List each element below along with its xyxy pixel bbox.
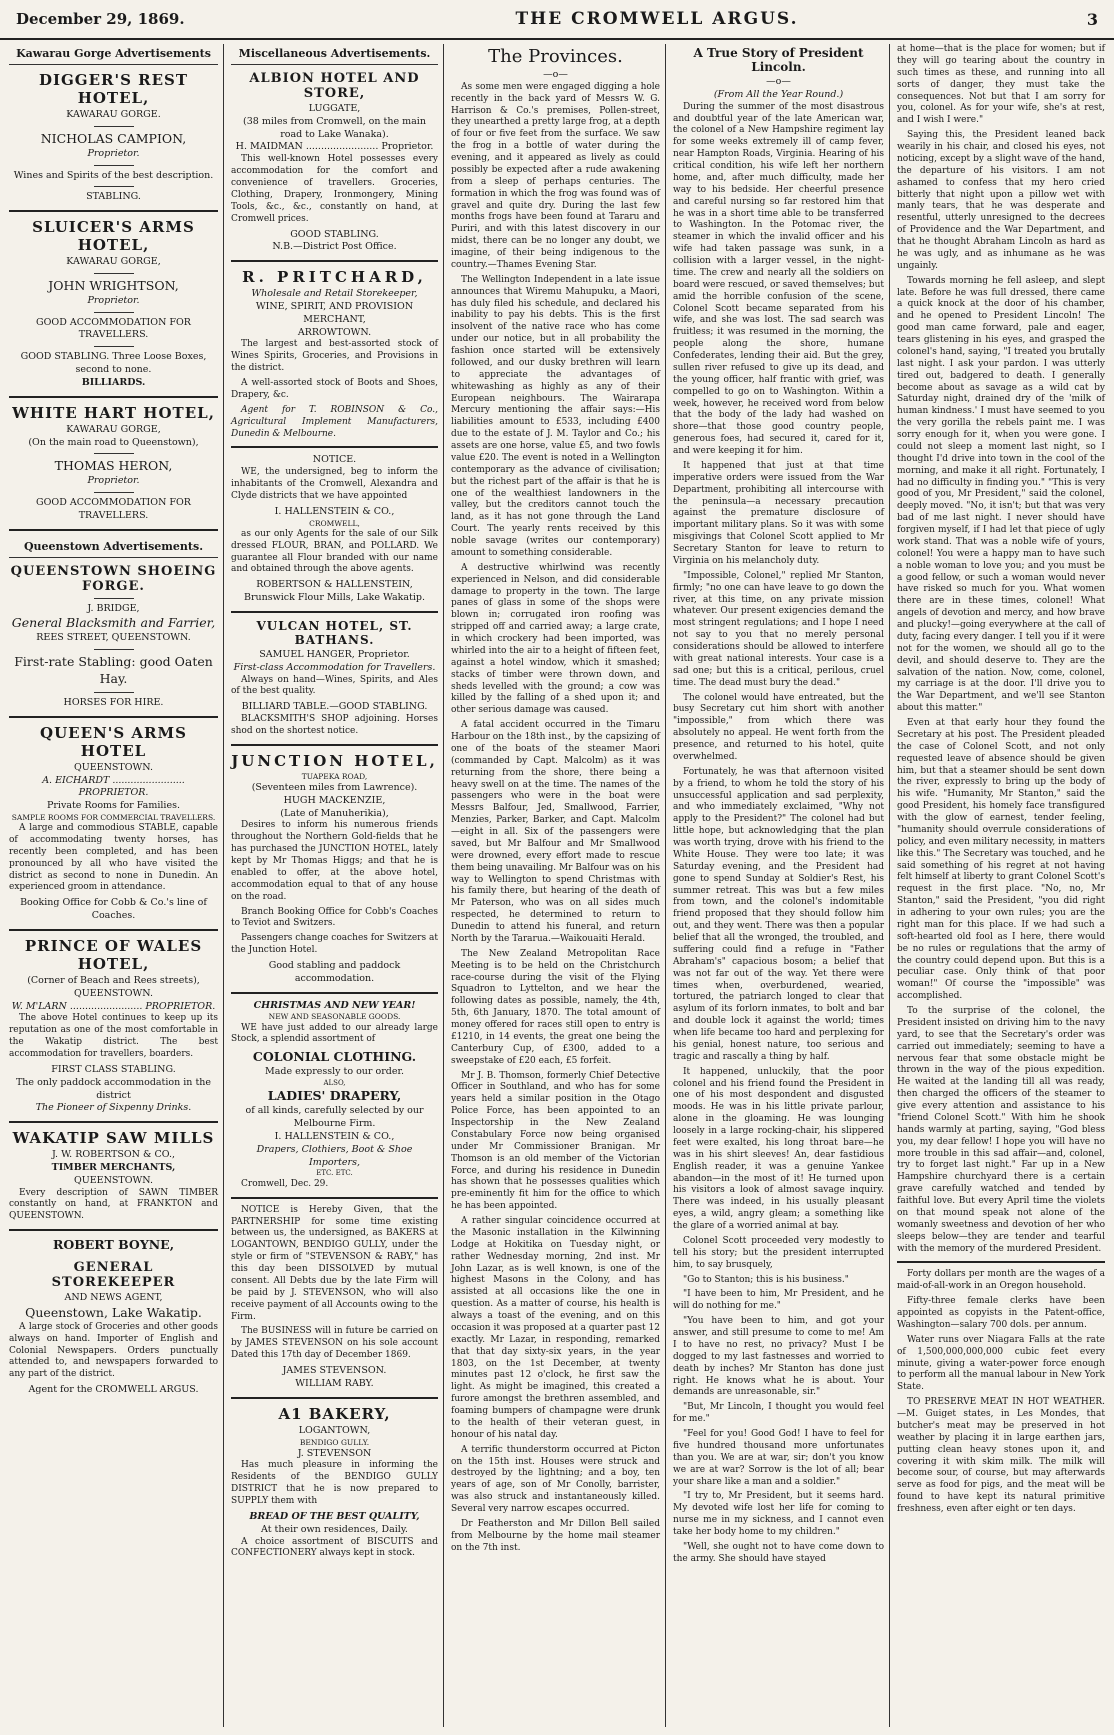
advert-title: QUEEN'S ARMS HOTEL bbox=[40, 723, 187, 760]
article-paragraph: Dr Featherston and Mr Dillon Bell sailed from Melbourne by the home mail steamer on the 7th inst. bbox=[451, 1518, 660, 1553]
advert-albion-hotel bbox=[231, 71, 438, 254]
article-paragraph: A fatal accident occurred in the Timaru Harbour on the 18th inst., by the capsizing of one of the boats of the steamer Maori (commanded by Capt. Malcolm) as it was returning from the shore, there being a heavy swell on at the time. The names of the passengers who were in the boat were Messrs Balfour, Jed, Smallwood, Farrier, Menzies, Parker, Barker, and Capt. Malcolm—eight in all. Six of the passengers were saved, but Mr Balfour and Mr Smallwood were drowned, every effort made to rescue them being unavailing. Mr Balfour was on his way to Wellington to spend Christmas with his family there, but hearing of the death of Mr Paterson, who was on all sides much respected, he determined to return to Dunedin to attend his funeral, and return North by the Tararua.—Waikouaiti Herald. bbox=[451, 720, 660, 944]
advert-body: Has much pleasure in informing the Residents of the BENDIGO GULLY DISTRICT that he is now prepared to SUPPLY them with bbox=[231, 1460, 438, 1507]
advert-place: KAWARAU GORGE, bbox=[66, 423, 161, 435]
section-heading: Queenstown Advertisements. bbox=[9, 537, 218, 558]
advert-owner: W. M'LARN ........................ PROPRIETOR. bbox=[11, 1000, 216, 1012]
article-paragraph: "Feel for you! Good God! I have to feel for five hundred thousand more unfortunates than you. We are at war, sir; don't you know we are at war? Sorrow is the lot of all; bear your share like a man and a soldier." bbox=[673, 1429, 884, 1487]
advert-note: GOOD STABLING. bbox=[290, 228, 379, 240]
advert-agent: Agent for T. ROBINSON & Co., Agricultural Implement Manufacturers, Dunedin & Melbourne. bbox=[231, 404, 438, 439]
masthead bbox=[0, 0, 1114, 40]
advert-note: Wines and Spirits of the best description. bbox=[13, 169, 214, 181]
advert-place: LUGGATE, bbox=[308, 103, 361, 114]
advert-robert-boyne bbox=[9, 1237, 218, 1397]
advert-place: LOGANTOWN, bbox=[298, 1424, 371, 1436]
advert-note: GOOD ACCOMMODATION FOR TRAVELLERS. bbox=[36, 497, 191, 521]
advert-queens-arms bbox=[9, 724, 218, 923]
advert-firm: I. HALLENSTEIN & CO., bbox=[274, 505, 395, 517]
article-paragraph: "Go to Stanton; this is his business." bbox=[683, 1274, 849, 1285]
advert-note: Agent for the CROMWELL ARGUS. bbox=[28, 1384, 199, 1396]
advert-note: STABLING. bbox=[86, 191, 141, 203]
advert-owner: JOHN WRIGHTSON, bbox=[48, 277, 179, 293]
advert-partnership-notice bbox=[231, 1205, 438, 1391]
advert-trade: Drapers, Clothiers, Boot & Shoe Importers, bbox=[256, 1143, 413, 1168]
advert-note: Passengers change coaches for Switzers at the Junction Hotel. bbox=[231, 933, 438, 956]
advert-note: BLACKSMITH'S SHOP adjoining. Horses shod on the shortest notice. bbox=[231, 714, 438, 736]
article-paragraph: Saying this, the President leaned back wearily in his chair, and closed his eyes, not noticing, except by a slight wave of the hand, the departure of his visitors. I am not ashamed to confess that my hero cried bitterly that night upon a pillow wet with manly tears, that he was desperate and resentful, utterly unresigned to the decrees of Providence and the War Department, and that he thought Abraham Lincoln as hard as he was ugly, and as inhumane as he was ungainly. bbox=[897, 130, 1105, 271]
column-5 bbox=[892, 44, 1110, 1727]
advert-sign: Brunswick Flour Mills, Lake Wakatip. bbox=[243, 592, 426, 604]
article-paragraph: It happened, unluckily, that the poor colonel and his friend found the President in one of his most despondent and disgusted moods. He was in his little private parlour, alone in the gloaming. He was lounging loosely in a large rocking-chair, his slippered feet were exalted, his long throat bare—he was in his shirt sleeves! An, dear fastidious English reader, it was a genuine Yankee abandon—in the most of it! He turned upon his visitors a look of almost savage inquiry. There was indeed, in his usually pleasant eyes, a wild, angry gleam; a something like the glare of a worried animal at bay. bbox=[673, 1066, 884, 1231]
advert-owner: HUGH MACKENZIE, bbox=[283, 794, 386, 806]
advert-note: A choice assortment of BISCUITS and CONFECTIONERY always kept in stock. bbox=[231, 1536, 438, 1559]
advert-body: Every description of SAWN TIMBER constantly on hand, at FRANKTON and QUEENSTOWN. bbox=[9, 1187, 218, 1222]
advert-title: QUEENSTOWN SHOEING FORGE. bbox=[10, 563, 217, 594]
advert-sub: (Corner of Beach and Rees streets), bbox=[27, 974, 200, 986]
advert-sub: (38 miles from Cromwell, on the main road to Lake Wanaka). bbox=[243, 115, 426, 140]
advert-title: JUNCTION HOTEL, bbox=[231, 751, 438, 770]
advert-owner: H. MAIDMAN ........................ Proprietor. bbox=[235, 141, 434, 153]
article-paragraph: Colonel Scott proceeded very modestly to tell his story; but the president interrupted him, to say brusquely, bbox=[673, 1235, 884, 1270]
page-number: 3 bbox=[1086, 9, 1098, 29]
advert-body: The largest and best-assorted stock of Wines Spirits, Groceries, and Provisions in the district. bbox=[231, 339, 438, 374]
advert-title: WAKATIP SAW MILLS bbox=[12, 1129, 215, 1148]
advert-title: GENERAL STOREKEEPER bbox=[51, 1260, 176, 1291]
advert-body: The BUSINESS will in future be carried on by JAMES STEVENSON on his sole account Dated this 17th day of December 1869. bbox=[231, 1326, 438, 1361]
article-paragraph: Forty dollars per month are the wages of a maid-of-all-work in an Oregon household. bbox=[897, 1269, 1105, 1292]
advert-title: ALBION HOTEL AND STORE, bbox=[249, 71, 420, 101]
advert-title: A1 BAKERY, bbox=[278, 1404, 391, 1423]
advert-also: ALSO, bbox=[323, 1079, 346, 1087]
article-paragraph: Mr J. B. Thomson, formerly Chief Detective Officer in Southland, and who has for some years held a similar position in the Otago Police Force, has been appointed to an Inspectorship in the New Zealand Constabulary Force now being organised under Mr Commissioner Branigan. Mr Thomson is an old member of the Victorian Force, and during his residence in Dunedin has shown that he possesses qualities which pre-eminently fit him for the office to which he has been appointed. bbox=[451, 1070, 660, 1212]
advert-place: TUAPEKA ROAD, bbox=[301, 771, 368, 781]
article-paragraph: Fifty-three female clerks have been appointed as copyists in the Patent-office, Washington—salary 700 dols. per annum. bbox=[897, 1296, 1105, 1330]
advert-diggers-rest bbox=[9, 71, 218, 204]
advert-item: COLONIAL CLOTHING. bbox=[252, 1049, 417, 1065]
article-paragraph: A terrific thunderstorm occurred at Picton on the 15th inst. Houses were struck and destroyed by the lightning; and a boy, ten years of age, son of Mr Conolly, barrister, was also struck and instantaneously killed. Several very narrow escapes occurred. bbox=[451, 1444, 660, 1515]
advert-prince-of-wales bbox=[9, 937, 218, 1115]
column-2 bbox=[226, 44, 444, 1727]
advert-note: Private Rooms for Families. bbox=[46, 800, 180, 812]
article-paragraph: A destructive whirlwind was recently experienced in Nelson, and did considerable damage to property in the town. The large panes of glass in some of the shops were blown in; corrugated iron roofing was stripped off and carried away; a large crate, in which crockery had been imported, was whirled into the air to a height of fifteen feet, against a hotel window, which it smashed; stacks of timber were thrown down, and sheds levelled with the ground; a cow was killed by the falling of a shed upon it; and other serious damage was caused. bbox=[451, 562, 660, 716]
advert-junction-hotel bbox=[231, 752, 438, 986]
article-paragraph: Towards morning he fell asleep, and slept late. Before he was full dressed, there came a quick knock at the door of his chamber, and he opened to President Lincoln! The good man came forward, pale and eager, tears glistening in his eyes, and grasped the colonel's hand, saying, "I treated you brutally last night. I ask your pardon. I was utterly tired out, badgered to death. I generally become about as savage as a wild cat by Saturday night, drained dry of the 'milk of human kindness.' I must have seemed to you the very gorilla the rebels paint me. I was sorry enough for it, when you were gone. I could not sleep a moment last night, so I thought I'd drive into town in the cool of the morning, and make it all right. Fortunately, I had no difficulty in finding you." "This is very good of you, Mr President," said the colonel, deeply moved. "No, it isn't; but that was very bad of me last night. I never should have forgiven myself, if I had let that piece of ugly work stand. That was a noble wife of yours, colonel! You were a happy man to have such a noble woman to love you; and you must be a good fellow, or such a woman would never have risked so much for you. What women there are in these times, colonel! What angels of devotion and mercy, and how brave and plucky!—going everywhere at the call of duty, facing every danger. I tell you if it were not for the women, we should all go to the devil, and should deserve to. They are the salvation of the nation. Now, come, colonel, my carriage is at the door. I'll drive you to the War Department, and we'll see Stanton about this matter." bbox=[897, 275, 1105, 714]
section-heading: Kawarau Gorge Advertisements bbox=[9, 44, 218, 65]
advert-note: BILLIARD TABLE.—GOOD STABLING. bbox=[241, 701, 428, 713]
advert-place: QUEENSTOWN. bbox=[73, 1174, 154, 1186]
article-paragraph: "But, Mr Lincoln, I thought you would feel for me." bbox=[673, 1402, 884, 1425]
advert-place: QUEENSTOWN. bbox=[73, 987, 154, 999]
separator: —o— bbox=[543, 69, 568, 80]
advert-address: REES STREET, QUEENSTOWN. bbox=[36, 632, 191, 644]
advert-title: PRINCE OF WALES HOTEL, bbox=[24, 936, 203, 973]
article-paragraph: The colonel would have entreated, but the busy Secretary cut him short with another "impossible," from which there was absolutely no appeal. He went forth from the presence, and returned to his hotel, quite overwhelmed. bbox=[673, 692, 884, 762]
advert-item-sub: At their own residences, Daily. bbox=[261, 1523, 408, 1535]
advert-role: Proprietor. bbox=[87, 147, 140, 159]
advert-christmas-clothing bbox=[231, 1000, 438, 1191]
advert-place: BENDIGO GULLY. bbox=[299, 1437, 370, 1447]
advert-note: FIRST CLASS STABLING. bbox=[51, 1063, 176, 1075]
advert-etc: ETC. ETC. bbox=[316, 1169, 353, 1178]
advert-title: SLUICER'S ARMS HOTEL, bbox=[32, 218, 195, 255]
article-paragraph: "I have been to him, Mr President, and he will do nothing for me." bbox=[673, 1289, 884, 1312]
article-paragraph: Even at that early hour they found the Secretary at his post. The President pleaded the case of Colonel Scott, and not only requested leave of absence should be given him, but that a steamer should be sent down the river, expressly to bring up the body of his wife. "Humanity, Mr Stanton," said the good President, his homely face transfigured with the glow of earnest, tender feeling, "humanity should overrule considerations of policy, and even military necessity, in matters like this." The Secretary was touched, and he said something of his regret at not having felt himself at liberty to grant Colonel Scott's request in the first place. "No, no, Mr Stanton," said the President, "you did right in adhering to your own rules; you are the right man for this place. If we had such a soft-hearted old fool as I here, there would be no rules or regulations that the army of the country could depend upon. But this is a peculiar case. Only think of that poor woman!" Of course the "impossible" was accomplished. bbox=[897, 718, 1105, 1002]
advert-notice-hallenstein bbox=[231, 454, 438, 605]
advert-sub: (Late of Manuherikia), bbox=[280, 807, 389, 819]
advert-body: Always on hand—Wines, Spirits, and Ales of the best quality. bbox=[231, 674, 438, 697]
advert-trade: TIMBER MERCHANTS, bbox=[51, 1161, 176, 1173]
article-paragraph: "Well, she ought not to have come down to the army. She should have stayed bbox=[673, 1541, 884, 1564]
article-paragraph: Water runs over Niagara Falls at the rate of 1,500,000,000,000 cubic feet every minute, giving a water-power force enough to perform all the manual labour in New York State. bbox=[897, 1334, 1105, 1393]
advert-sub: (On the main road to Queenstown), bbox=[28, 436, 199, 448]
advert-item: BREAD OF THE BEST QUALITY, bbox=[249, 1510, 420, 1522]
separator: —o— bbox=[766, 76, 791, 87]
column-1 bbox=[4, 44, 224, 1727]
advert-title: WHITE HART HOTEL, bbox=[12, 403, 215, 422]
advert-sign: ROBERTSON & HALLENSTEIN, bbox=[256, 579, 413, 591]
advert-body: The above Hotel continues to keep up its reputation as one of the most comfortable in the Wakatip district. The best accommodation for travellers, boarders. bbox=[9, 1013, 218, 1059]
advert-note: SAMPLE ROOMS FOR COMMERCIAL TRAVELLERS. bbox=[11, 812, 216, 822]
advert-note: First-rate Stabling: good Oaten Hay. bbox=[14, 654, 213, 686]
advert-owner: J. STEVENSON bbox=[297, 1447, 372, 1459]
advert-title: CHRISTMAS AND NEW YEAR! bbox=[253, 999, 416, 1011]
advert-body: WE, the undersigned, beg to inform the inhabitants of the Cromwell, Alexandra and Clyde districts that we have appointed bbox=[231, 467, 438, 501]
newspaper-title: THE CROMWELL ARGUS. bbox=[515, 9, 799, 29]
advert-note: Booking Office for Cobb & Co.'s line of Coaches. bbox=[20, 897, 207, 922]
advert-role: Proprietor. bbox=[87, 475, 140, 487]
advert-place: KAWARAU GORGE, bbox=[66, 256, 161, 268]
advert-wakatip-saw-mills bbox=[9, 1129, 218, 1223]
advert-body: A well-assorted stock of Boots and Shoes, Drapery, &c. bbox=[231, 378, 438, 400]
advert-owner: A. EICHARDT ........................ PROPRIETOR. bbox=[42, 774, 185, 799]
advert-place: KAWARAU GORGE. bbox=[66, 109, 161, 120]
article-paragraph: A rather singular coincidence occurred at the Masonic installation in the Kilwinning Lodge at Hokitika on Tuesday night, or rather Wednesday morning, 2nd inst. Mr John Lazar, as is well known, is one of the highest Masons in the Colony, and has assisted at all occasions like the one in question. As a matter of course, his health is always a toast of the evening, and on this occasion it was proposed at a quarter past 12 exactly. Mr Lazar, in responding, remarked that that day sixty-six years, in the year 1803, on the 1st December, at twenty minutes past 12 o'clock, he first saw the light. As might be imagined, this created a furore amongst the brethren assembled, and foaming bumpers of champagne were drunk to the health of their veteran guest, in honour of his natal day. bbox=[451, 1216, 660, 1440]
advert-owner: J. W. ROBERTSON & CO., bbox=[51, 1149, 176, 1161]
article-paragraph: "I try to, Mr President, but it seems hard. My devoted wife lost her life for coming to nurse me in my sickness, and I cannot even take her body home to my children." bbox=[673, 1491, 884, 1537]
article-paragraph: TO PRESERVE MEAT IN HOT WEATHER.—M. Guiget states, in Les Mondes, that butcher's meat may be preserved in hot weather by placing it in large earthen jars, putting clean heavy stones upon it, and covering it with skim milk. The milk will become sour, of course, but may afterwards serve as food for pigs, and the meat will be found to have kept its natural primitive freshness, even after eight or ten days. bbox=[897, 1397, 1105, 1514]
advert-place: ARROWTOWN. bbox=[297, 326, 372, 338]
advert-date: Cromwell, Dec. 29. bbox=[241, 1178, 329, 1189]
article-paragraph: It happened that just at that time imperative orders were issued from the War Department, prohibiting all intercourse with the peninsula—a necessary precaution against the premature disclosure of important military plans. So it was with some misgivings that Colonel Scott applied to Mr Secretary Stanton for leave to return to Virginia on his melancholy duty. bbox=[673, 460, 884, 566]
advert-owner: ROBERT BOYNE, bbox=[52, 1237, 175, 1253]
advert-note: GOOD STABLING. Three Loose Boxes, second to none. bbox=[20, 351, 207, 376]
advert-item: LADIES' DRAPERY, bbox=[267, 1088, 402, 1104]
advert-white-hart bbox=[9, 404, 218, 523]
advert-note: BILLIARDS. bbox=[81, 376, 146, 388]
advert-title: NOTICE. bbox=[312, 454, 357, 466]
advert-sub: NEW AND SEASONABLE GOODS. bbox=[268, 1012, 401, 1022]
advert-owner: SAMUEL HANGER, Proprietor. bbox=[259, 648, 410, 660]
advert-note: Branch Booking Office for Cobb's Coaches to Teviot and Switzers. bbox=[231, 906, 438, 929]
column-3 bbox=[446, 44, 666, 1727]
advert-sub: WINE, SPIRIT, AND PROVISION MERCHANT, bbox=[255, 300, 414, 325]
article-paragraph: "Impossible, Colonel," replied Mr Stanton, firmly; "no one can have leave to go down the river, at this time, on any private mission whatever. Our present exigencies demand the most stringent regulations; and I hope I need not say to you that no merely personal considerations should be allowed to interfere with great national interests. Your case is a sad one; but this is a critical, perilous, cruel time. The dead must bury the dead." bbox=[673, 570, 884, 688]
advert-trade: Wholesale and Retail Storekeeper, bbox=[251, 288, 418, 300]
advert-body: This well-known Hotel possesses every accommodation for the comfort and convenience of travellers. Groceries, Clothing, Drapery, Ironmongery, Mining Tools, &c., &c., constantly on hand, at Cromwell prices. bbox=[231, 154, 438, 224]
advert-note: The Pioneer of Sixpenny Drinks. bbox=[35, 1102, 192, 1114]
advert-note: N.B.—District Post Office. bbox=[272, 241, 397, 253]
article-title: The Provinces. bbox=[488, 46, 623, 67]
advert-trade: General Blacksmith and Farrier, bbox=[11, 615, 216, 631]
column-4 bbox=[668, 44, 890, 1727]
article-paragraph: at home—that is the place for women; but if they will go tearing about the country in such times as these, and running into all sorts of danger, they must take the consequences. Not but that I am sorry for you, colonel. As for your wife, she's at rest, and I wish I were." bbox=[897, 44, 1105, 126]
advert-body: A large stock of Groceries and other goods always on hand. Importer of English and Colonial Newspapers. Orders punctually attended to, and newspapers forwarded to any part of the district. bbox=[9, 1321, 218, 1380]
advert-sub: First-class Accommodation for Travellers. bbox=[233, 661, 436, 673]
advert-title: R. PRITCHARD, bbox=[242, 268, 427, 287]
section-heading: Miscellaneous Advertisements. bbox=[231, 44, 438, 65]
article-paragraph: During the summer of the most disastrous and doubtful year of the late American war, the colonel of a New Hampshire regiment lay for some weeks extremely ill of camp fever, near Hampton Roads, Virginia. Hearing of his critical condition, his wife left her northern home, and, after much difficulty, made her way to his bedside. Her cheerful presence and careful nursing so far restored him that he was in a short time able to be transferred to Washington. In the Potomac river, the steamer in which the invalid officer and his wife had taken passage was sunk, in a collision with a larger vessel, in the night-time. The crew and nearly all the soldiers on board were rescued, or saved themselves; but amid the horrible confusion of the scene, Colonel Scott became separated from his wife, and she was lost. The sad search was fruitless; it was resumed in the morning, the people along the shore, humane Confederates, lending their aid. But the grey, sullen river refused to give up its dead, and the young officer, half frantic with grief, was compelled to go on to Washington. Within a week, however, he received word from below that the body of the lady had washed on shore—that those good country people, generous foes, had secured it, cared for it, and were keeping it for him. bbox=[673, 101, 884, 456]
advert-place: CROMWELL, bbox=[309, 518, 360, 528]
article-paragraph: The Wellington Independent in a late issue announces that Wiremu Mahupuku, a Maori, has duly filed his schedule, and declared his inability to pay his debts. This is the first insolvent of the native race who has come under our notice, but in all probability the fashion once started will be extensively followed, and our dusky brethren will learn to appreciate the advantages of whitewashing as highly as any of their European neighbours. The Wairarapa Mercury mentioning the affair says:—His liabilities amount to £533, including £400 due to the estate of J. M. Taylor and Co.; his assets are one horse, value £5, and two fowls value £20. The event is noted in a Wellington contemporary as the advance of civilisation; but the richest part of the affair is that he is one of the wealthiest landowners in the valley, but the creditors cannot touch the land, as it has not gone through the Land Court. The yearly rents received by this noble savage (writes our contemporary) amount to something considerable. bbox=[451, 274, 660, 558]
article-paragraph: The New Zealand Metropolitan Race Meeting is to be held on the Christchurch race-course during the visit of the Flying Squadron to Lyttelton, and we hear the following dates as possible, namely, the 4th, 5th, 6th January, 1870. The total amount of money offered for races still open to entry is £1210, in 14 events, the great one being the Canterbury Cup, of £300, added to a sweepstake of £20 each, £5 forfeit. bbox=[451, 948, 660, 1066]
article-paragraph: Fortunately, he was that afternoon visited by a friend, to whom he told the story of his unsuccessful application and sad perplexity, and who immediately exclaimed, "Why not apply to the President?" The colonel had but little hope, but acknowledging that the plan was worth trying, drove with his friend to the White House. They were too late; it was Saturday evening, and the President had gone to spend Sunday at Soldier's Rest, his summer retreat. This was but a few miles from town, and the colonel's indomitable friend proposed that they should follow him out, and they went. There was then a popular belief that all the wronged, the troubled, and suffering could find a refuge in "Father Abraham's" capacious bosom; a belief that was not far out of the way. Yet there were times when, overburdened, wearied, tortured, the patriarch longed to clear that asylum of its forlorn inmates, to bolt and bar and double lock it against the world; times when life became too hard and perplexing for his genial, honest nature, too serious and tragic and rascally a thing by half. bbox=[673, 766, 884, 1062]
advert-vulcan-hotel bbox=[231, 619, 438, 738]
advert-note: HORSES FOR HIRE. bbox=[63, 696, 164, 708]
advert-item-sub: Made expressly to our order. bbox=[265, 1066, 404, 1078]
advert-sub: AND NEWS AGENT, bbox=[64, 1292, 163, 1304]
advert-role: Proprietor. bbox=[87, 294, 140, 306]
advert-owner: J. BRIDGE, bbox=[87, 602, 140, 614]
advert-body: Desires to inform his numerous friends throughout the Northern Gold-fields that he has purchased the JUNCTION HOTEL, lately kept by Mr Thomas Higgs; and that he is enabled to offer, at the above hotel, accommodation equal to that of any house on the road. bbox=[231, 820, 438, 902]
issue-date: December 29, 1869. bbox=[16, 10, 185, 28]
advert-body: NOTICE is Hereby Given, that the PARTNERSHIP for some time existing between us, the undersigned, as BAKERS at LOGANTOWN, BENDIGO GULLY, under the style or firm of "STEVENSON & RABY," has this day been DISSOLVED by mutual consent. All Debts due by the late Firm will be paid by J. STEVENSON, who will also receive payment of all Accounts owing to the Firm. bbox=[231, 1204, 438, 1322]
advert-title: DIGGER'S REST HOTEL, bbox=[38, 71, 189, 107]
advert-sub: (Seventeen miles from Lawrence). bbox=[251, 781, 418, 793]
advert-shoeing-forge bbox=[9, 564, 218, 710]
advert-sign: JAMES STEVENSON. bbox=[282, 1365, 387, 1377]
advert-sign: WILLIAM RABY. bbox=[295, 1377, 374, 1389]
advert-note: GOOD ACCOMMODATION FOR TRAVELLERS. bbox=[36, 316, 191, 341]
advert-sluicers-arms bbox=[9, 218, 218, 390]
advert-pritchard bbox=[231, 268, 438, 440]
advert-owner: THOMAS HERON, bbox=[54, 458, 173, 474]
advert-owner: NICHOLAS CAMPION, bbox=[40, 130, 187, 146]
article-paragraph: To the surprise of the colonel, the President insisted on driving him to the navy yard, to see that the Secretary's order was carried out immediately; seeming to have a nervous fear that some obstacle might be thrown in the way of the pious expedition. He waited at the landing till all was ready, then charged the officers of the steamer to give every attention and assistance to his "friend Colonel Scott." With him he shook hands warmly at parting, saying, "God bless you, my dear fellow! I hope you will have no more trouble in this sad affair—and, colonel, try to forget last night." Far up in a New Hampshire churchyard there is a certain grave carefully watched and tended by faithful love. But every April time the violets on that mound speak not alone of the womanly sweetness and devotion of her who sleeps below—they are tender and tearful with the memory of the murdered President. bbox=[897, 1006, 1105, 1254]
advert-body: as our only Agents for the sale of our Silk dressed FLOUR, BRAN, and POLLARD. We guarantee all Flour branded with our name and obtained through the above agents. bbox=[231, 528, 438, 575]
advert-note: Good stabling and paddock accommodation. bbox=[268, 960, 401, 984]
advert-item-sub: of all kinds, carefully selected by our Melbourne Firm. bbox=[245, 1105, 424, 1130]
advert-a1-bakery bbox=[231, 1405, 438, 1561]
advert-body: WE have just added to our already large Stock, a splendid assortment of bbox=[231, 1022, 438, 1045]
advert-body: A large and commodious STABLE, capable of accommodating twenty horses, has recently been completed, and has been pronounced by all who have visited the district as second to none in Dunedin. An experienced groom in attendance. bbox=[9, 823, 218, 893]
article-paragraph: As some men were engaged digging a hole recently in the back yard of Messrs W. G. Harrison & Co.'s premises, Pollen-street, they unearthed a pretty large frog, at a depth of four or five feet from the surface. We saw the frog in a bottle of water during the evening, and it appeared as lively as could possibly be expected after a rude awakening from a sleep of perhaps centuries. The formation in which the frog was found was of gravel and quite dry. During the last few months frogs have been found at Tararu and Puriri, and with this latest discovery in our midst, there can be no longer any doubt, we imagine, of their being indigenous to the country.—Thames Evening Star. bbox=[451, 81, 660, 270]
article-paragraph: "You have been to him, and got your answer, and still presume to come to me! Am I to have no rest, no privacy? Must I be dogged to my last fastnesses and worried to death by inches? Mr Stanton has done just right. He knows what he is about. Your demands are unreasonable, sir." bbox=[673, 1316, 884, 1398]
advert-place: QUEENSTOWN. bbox=[73, 761, 154, 773]
advert-title: VULCAN HOTEL, ST. BATHANS. bbox=[256, 618, 413, 647]
article-title: A True Story of President Lincoln. bbox=[693, 46, 864, 74]
advert-firm: I. HALLENSTEIN & CO., bbox=[274, 1130, 395, 1142]
advert-place: Queenstown, Lake Wakatip. bbox=[25, 1304, 202, 1320]
advert-note: The only paddock accommodation in the district bbox=[15, 1076, 212, 1101]
article-source: (From All the Year Round.) bbox=[713, 88, 844, 100]
